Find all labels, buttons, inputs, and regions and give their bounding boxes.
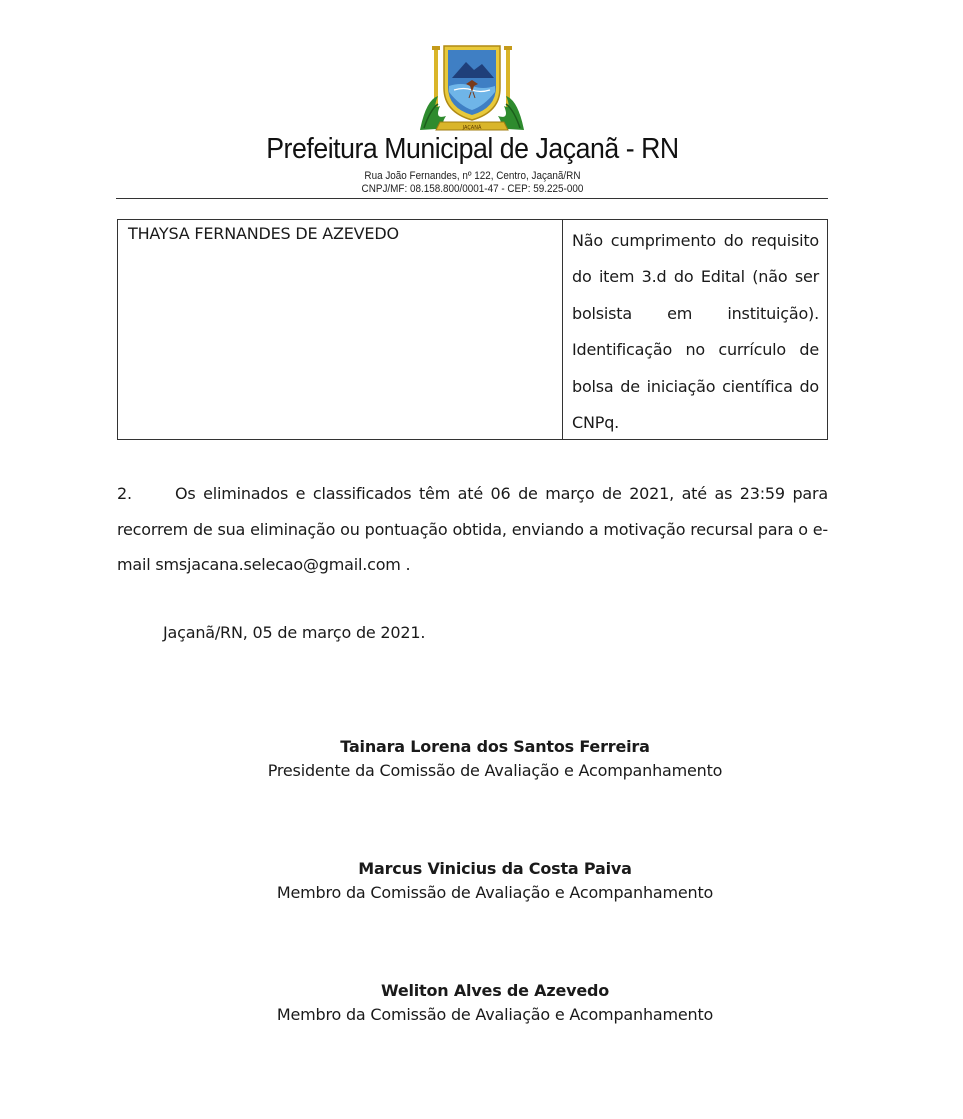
date-line: Jaçanã/RN, 05 de março de 2021. bbox=[163, 623, 426, 642]
signature-block bbox=[0, 979, 963, 1027]
paragraph-text: Os eliminados e classificados têm até 06 de março de 2021, até as 23:59 para recorrem de sua eliminação ou pontuação obtida, enviando a motivação recursal para o e-mail smsjacana.selecao@gmail.com . bbox=[117, 484, 828, 574]
coat-banner-text: JAÇANÃ bbox=[462, 125, 482, 131]
org-address: Rua João Fernandes, nº 122, Centro, Jaçanã/RN bbox=[364, 170, 581, 182]
paragraph-2 bbox=[117, 476, 828, 583]
results-table bbox=[117, 219, 828, 440]
signature-role: Presidente da Comissão de Avaliação e Acompanhamento bbox=[267, 761, 723, 780]
org-name: Prefeitura Municipal de Jaçanã - RN bbox=[266, 133, 679, 165]
header-rule bbox=[116, 198, 828, 199]
table-cell-reason: Não cumprimento do requisito do item 3.d do Edital (não ser bolsista em instituição). Identificação no currículo de bolsa de iniciação científica do CNPq. bbox=[572, 231, 819, 433]
signature-name: Marcus Vinicius da Costa Paiva bbox=[358, 859, 632, 878]
signature-block bbox=[0, 735, 963, 783]
signature-name: Tainara Lorena dos Santos Ferreira bbox=[340, 737, 650, 756]
table-cell-name: THAYSA FERNANDES DE AZEVEDO bbox=[118, 220, 563, 439]
municipal-coat-of-arms-icon bbox=[416, 40, 528, 136]
signature-role: Membro da Comissão de Avaliação e Acompanhamento bbox=[276, 883, 714, 902]
signature-name: Weliton Alves de Azevedo bbox=[380, 981, 610, 1000]
org-ids: CNPJ/MF: 08.158.800/0001-47 - CEP: 59.225-000 bbox=[361, 183, 584, 195]
signature-block bbox=[0, 857, 963, 905]
signature-role: Membro da Comissão de Avaliação e Acompanhamento bbox=[276, 1005, 714, 1024]
paragraph-number: 2. bbox=[117, 484, 132, 503]
